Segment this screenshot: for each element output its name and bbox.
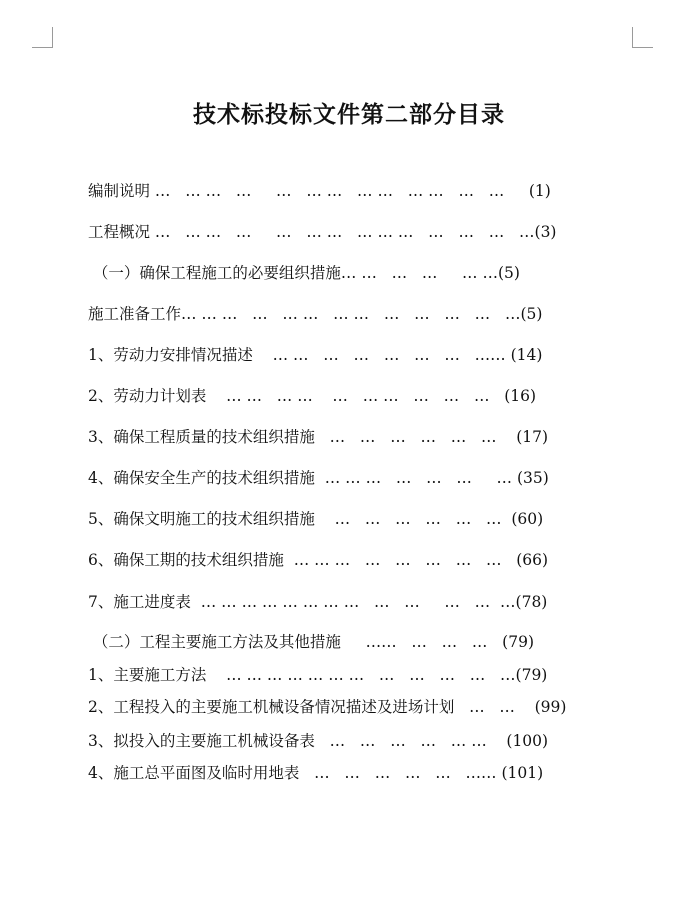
toc-entry: 编制说明 … … … … … … … … … … … … … (1) bbox=[88, 182, 551, 200]
toc-entry: 3、拟投入的主要施工机械设备表 … … … … … … (100) bbox=[88, 732, 549, 750]
page-title: 技术标投标文件第二部分目录 bbox=[193, 101, 505, 128]
toc-entry: （一）确保工程施工的必要组织措施… … … … … …(5) bbox=[88, 264, 520, 282]
toc-entry: 3、确保工程质量的技术组织措施 … … … … … … (17) bbox=[88, 428, 549, 446]
toc-entry: 5、确保文明施工的技术组织措施 … … … … … … (60) bbox=[88, 510, 544, 528]
toc-entry: （二）工程主要施工方法及其他措施 …… … … … (79) bbox=[88, 633, 535, 651]
toc-entry: 1、劳动力安排情况描述 … … … … … … … …… (14) bbox=[88, 346, 543, 364]
toc-entry: 7、施工进度表 … … … … … … … … … … … … …(78) bbox=[88, 593, 548, 611]
toc-entry: 4、施工总平面图及临时用地表 … … … … … …… (101) bbox=[88, 764, 544, 782]
toc-entry: 4、确保安全生产的技术组织措施 … … … … … … … (35) bbox=[88, 469, 549, 487]
toc-entry: 施工准备工作… … … … … … … … … … … … …(5) bbox=[88, 305, 543, 323]
crop-mark-top-right bbox=[632, 27, 653, 48]
toc-entry: 1、主要施工方法 … … … … … … … … … … … …(79) bbox=[88, 666, 548, 684]
toc-entry: 2、劳动力计划表 … … … … … … … … … … (16) bbox=[88, 387, 537, 405]
toc-entry: 6、确保工期的技术组织措施 … … … … … … … … (66) bbox=[88, 551, 549, 569]
toc-entry: 2、工程投入的主要施工机械设备情况描述及进场计划 … … (99) bbox=[88, 698, 567, 716]
crop-mark-top-left bbox=[32, 27, 53, 48]
toc-entry: 工程概况 … … … … … … … … … … … … … …(3) bbox=[88, 223, 557, 241]
